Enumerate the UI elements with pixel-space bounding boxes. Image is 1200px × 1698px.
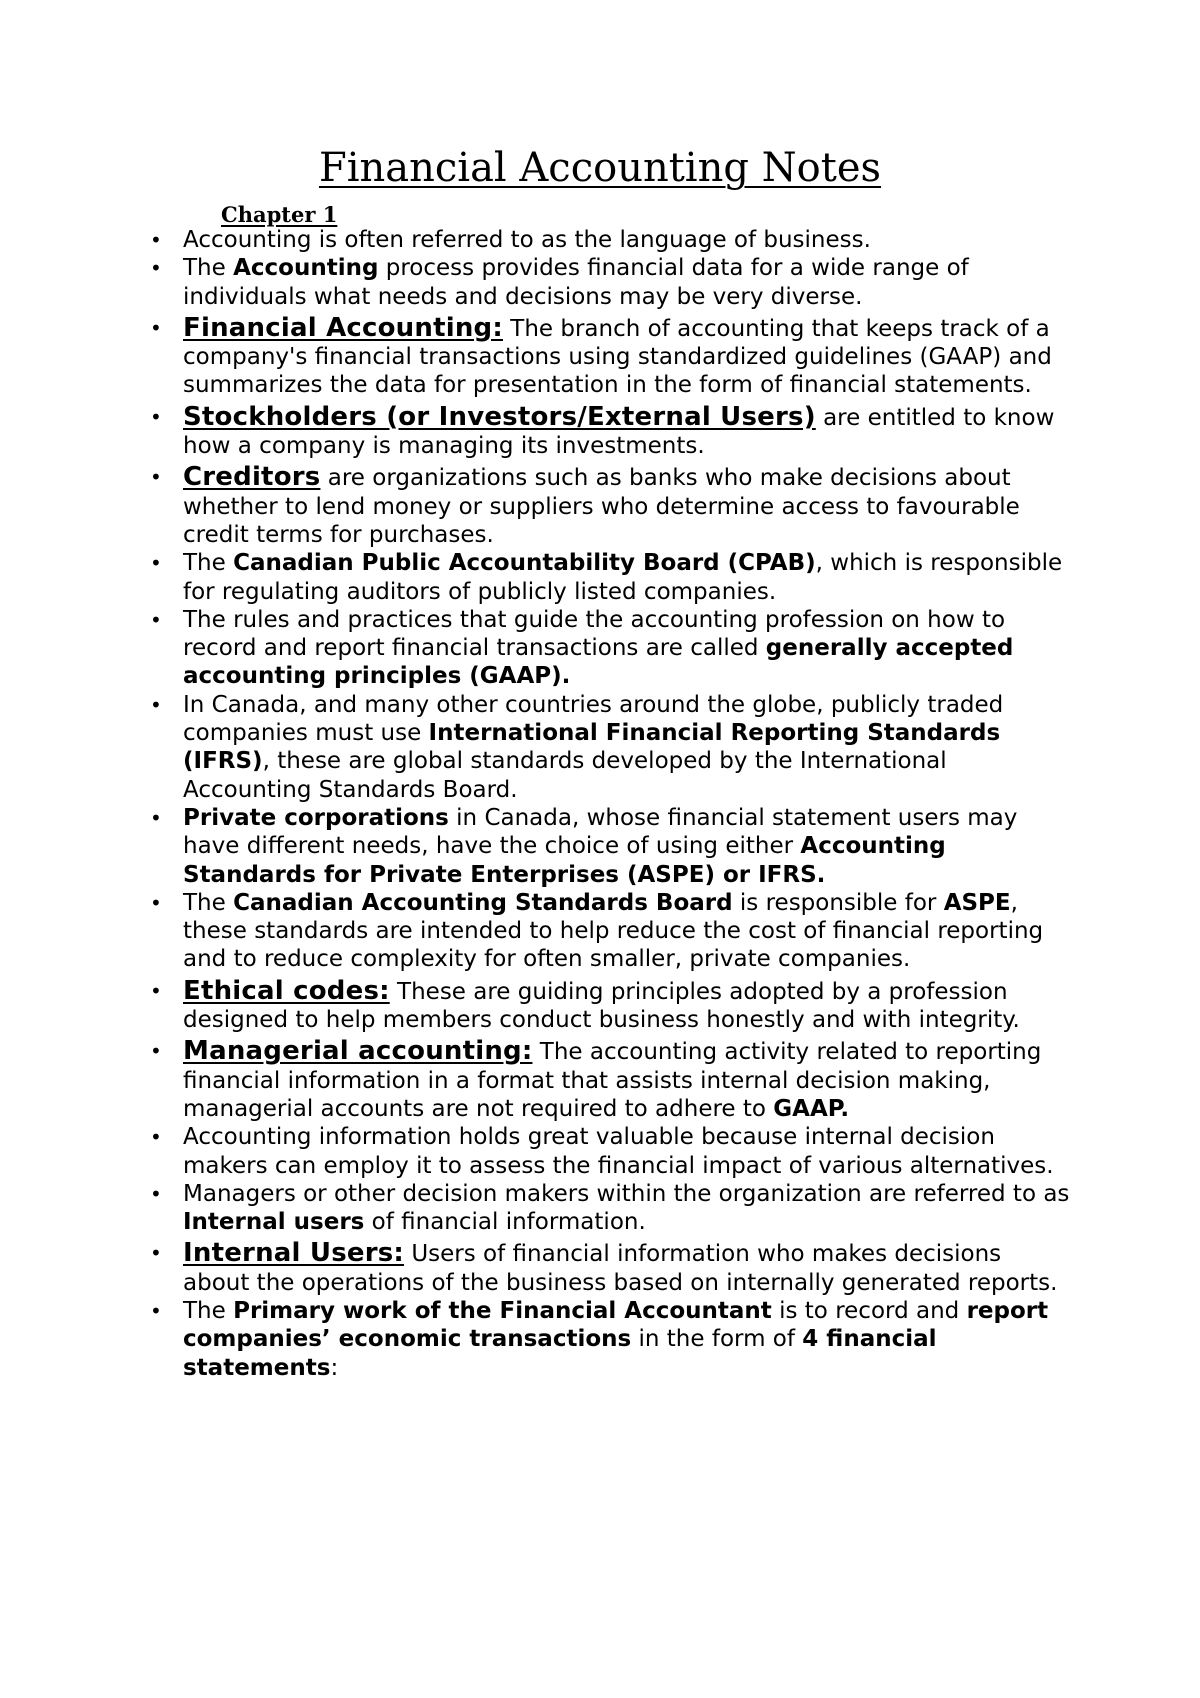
note-bold: Canadian Accounting Standards Board [233,889,733,916]
list-item [0,1123,1200,1180]
note-text: Managers or other decision makers within the organization are referred to as [183,1180,1070,1207]
note-text: The [183,550,234,577]
note-text: are organizations such as banks who make decisions about whether to lend money or suppliers who determine access to favourable credit terms for purchases. [183,465,1020,548]
list-item [0,254,1200,311]
bullet-icon: • [150,228,162,252]
note-text: is to record and [771,1297,967,1324]
note-text: , which is responsible for regulating auditors of publicly listed companies. [183,550,1063,605]
list-item [0,463,1200,549]
note-bold: Internal users [183,1209,365,1236]
note-text: The [183,1297,234,1324]
note-text: is responsible for [732,889,944,916]
list-item [0,804,1200,889]
note-text: The branch of accounting that keeps track of a company's financial transactions using standardized guidelines (GAAP) and summarizes the data for presentation in the form of financial statements. [183,315,1052,399]
list-item [0,549,1200,606]
bullet-icon: • [150,315,162,340]
bullet-icon: • [150,890,162,915]
note-text: In Canada, and many other countries around the globe, publicly traded companies must use [183,691,1004,747]
bullet-icon: • [150,607,162,632]
list-item [0,1180,1200,1237]
list-item [0,1239,1200,1297]
bullet-icon: • [150,1298,162,1323]
note-text: in Canada, whose financial statement users may have different needs, have the choice of using either [183,804,1018,860]
note-bold: International Financial Reporting Standards (IFRS) [183,720,1001,775]
list-item [0,1037,1200,1123]
note-term: Managerial accounting: [183,1036,533,1067]
note-text: : [330,1354,339,1381]
note-bold: Private corporations [183,804,449,831]
bullet-icon: • [150,1125,162,1150]
list-item [0,226,1200,254]
bullet-icon: • [150,465,162,490]
list-item [0,691,1200,804]
note-text: process provides financial data for a wide range of individuals what needs and decisions may be very diverse. [183,255,969,310]
note-bold: generally accepted accounting principles (GAAP). [183,635,1014,690]
bullet-icon: • [150,1241,162,1266]
bullet-icon: • [150,692,162,717]
note-text: The rules and practices that guide the accounting profession on how to record and report financial transactions are called [183,606,1006,662]
bullet-icon: • [150,551,162,576]
list-item [0,1297,1200,1382]
note-text: The accounting activity related to reporting financial information in a format that assists internal decision making, managerial accounts are not required to adhere to [183,1039,1042,1122]
note-text: are entitled to know how a company is managing its investments. [183,404,1055,460]
note-bold: GAAP. [773,1095,850,1122]
note-bold: Primary work of the Financial Accountant [233,1297,772,1324]
list-item [0,889,1200,974]
list-item [0,606,1200,691]
note-text: Accounting information holds great valuable because internal decision makers can employ it to assess the financial impact of various alternatives. [183,1124,1054,1179]
note-text: Users of financial information who makes decisions about the operations of the business based on internally generated reports. [183,1241,1058,1296]
note-text: , these are global standards developed by the International Accounting Standards Board. [183,748,947,803]
bullet-icon: • [150,978,162,1003]
document-title: Financial Accounting Notes [318,145,882,191]
note-term: Internal Users: [183,1238,405,1269]
note-text: , these standards are intended to help reduce the cost of financial reporting and to reduce complexity for often smaller, private companies. [183,889,1044,973]
bullet-icon: • [150,805,162,830]
bullet-icon: • [150,404,162,429]
list-item [0,314,1200,400]
list-item [0,403,1200,461]
note-term: Ethical codes: [183,975,390,1006]
bullet-icon: • [150,256,162,281]
note-bold: report companies’ economic transactions [183,1297,1049,1353]
note-term: Financial Accounting: [183,312,503,343]
note-text: of financial information. [364,1209,646,1236]
note-text: in the form of [631,1326,803,1353]
notes-list [0,226,1200,1382]
note-text: The [183,255,234,282]
chapter-heading: Chapter 1 [221,202,338,227]
note-bold: Canadian Public Accountability Board (CPAB) [233,550,816,577]
note-bold: ASPE [943,889,1011,916]
note-term: Stockholders (or Investors/External Users) [183,401,816,432]
note-text: These are guiding principles adopted by a profession designed to help members conduct business honestly and with integrity. [183,978,1020,1034]
note-bold: Accounting [233,255,379,282]
note-text: Accounting is often referred to as the language of business. [183,227,871,253]
bullet-icon: • [150,1181,162,1206]
note-bold: Accounting Standards for Private Enterprises (ASPE) or IFRS. [183,833,946,888]
note-bold: 4 financial statements [183,1326,937,1381]
bullet-icon: • [150,1039,162,1064]
note-text: The [183,889,234,916]
list-item [0,977,1200,1035]
note-term: Creditors [183,462,321,493]
